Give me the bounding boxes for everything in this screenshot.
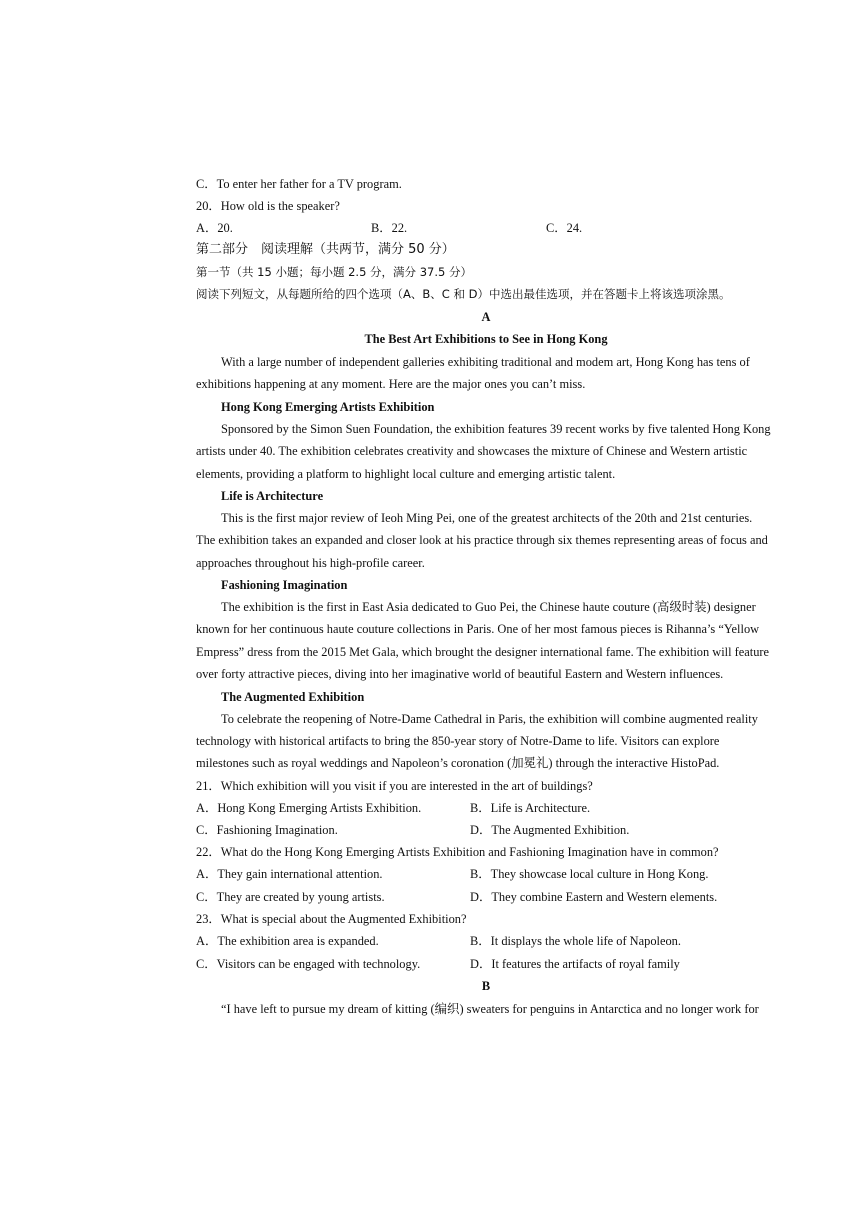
q23-option-b: B．It displays the whole life of Napoleon. <box>470 934 681 948</box>
passage-a-letter: A <box>481 310 491 324</box>
q23-option-c: C．Visitors can be engaged with technology. <box>196 957 421 971</box>
q20-options <box>0 220 868 236</box>
section-line: over forty attractive pieces, diving into her imaginative world of beautiful Eastern and Western influences. <box>196 667 724 681</box>
section-line: Sponsored by the Simon Suen Foundation, the exhibition features 39 recent works by five talented Hong Kong <box>221 422 771 436</box>
q23-option-d: D．It features the artifacts of royal family <box>470 957 680 971</box>
q20-option-a: A．20. <box>196 221 233 235</box>
part2-section1: 第一节（共 15 小题；每小题 2.5 分，满分 37.5 分） <box>196 265 472 279</box>
q20-option-c: C．24. <box>546 221 583 235</box>
passage-b-first-line: “I have left to pursue my dream of kitting (编织) sweaters for penguins in Antarctica and no longer work for <box>221 1002 759 1016</box>
q21-option-b: B．Life is Architecture. <box>470 801 591 815</box>
passage-a-intro-line: With a large number of independent galleries exhibiting traditional and modem art, Hong Kong has tens of <box>221 355 750 369</box>
q20-stem: 20．How old is the speaker? <box>196 199 340 213</box>
section-line: known for her continuous haute couture collections in Paris. One of her most famous pieces is Rihanna’s “Yellow <box>196 622 760 636</box>
section-heading-emerging-artists: Hong Kong Emerging Artists Exhibition <box>221 400 435 414</box>
section-heading-life-is-architecture: Life is Architecture <box>221 489 324 503</box>
section-line: This is the first major review of Ieoh Ming Pei, one of the greatest architects of the 20th and 21st centuries. <box>221 511 753 525</box>
q20-option-b: B．22. <box>371 221 408 235</box>
passage-a-title: The Best Art Exhibitions to See in Hong Kong <box>364 332 608 346</box>
section-line: To celebrate the reopening of Notre-Dame Cathedral in Paris, the exhibition will combine augmented reality <box>221 712 758 726</box>
section-line: The exhibition takes an expanded and closer look at his practice through six themes representing areas of focus and <box>196 533 768 547</box>
section-line: The exhibition is the first in East Asia dedicated to Guo Pei, the Chinese haute couture (高级时装) designer <box>221 600 756 614</box>
q21-option-d: D．The Augmented Exhibition. <box>470 823 630 837</box>
q23-stem: 23．What is special about the Augmented Exhibition? <box>196 912 467 926</box>
section-heading-augmented-exhibition: The Augmented Exhibition <box>221 690 365 704</box>
q22-options-row2 <box>0 889 868 905</box>
q22-option-c: C．They are created by young artists. <box>196 890 385 904</box>
passage-b-letter: B <box>481 979 491 993</box>
section-line: technology with historical artifacts to bring the 850-year story of Notre-Dame to life. Visitors can explore <box>196 734 720 748</box>
q23-options-row2 <box>0 956 868 972</box>
q22-option-b: B．They showcase local culture in Hong Kong. <box>470 867 709 881</box>
q21-stem: 21．Which exhibition will you visit if you are interested in the art of buildings? <box>196 779 593 793</box>
q21-option-a: A．Hong Kong Emerging Artists Exhibition. <box>196 801 422 815</box>
q22-option-a: A．They gain international attention. <box>196 867 383 881</box>
section-line: Empress” dress from the 2015 Met Gala, which brought the designer international fame. The exhibition will feature <box>196 645 770 659</box>
section-line: artists under 40. The exhibition celebrates creativity and showcases the mixture of Chinese and Western artistic <box>196 444 748 458</box>
section-line: milestones such as royal weddings and Napoleon’s coronation (加冕礼) through the interactive HistoPad. <box>196 756 720 770</box>
section-line: elements, providing a platform to highlight local culture and emerging artistic talent. <box>196 467 616 481</box>
q22-options-row1 <box>0 866 868 882</box>
part2-title: 第二部分 阅读理解（共两节，满分 50 分） <box>196 242 455 257</box>
q21-options-row2 <box>0 822 868 838</box>
part2-instruction: 阅读下列短文，从每题所给的四个选项（A、B、C 和 D）中选出最佳选项，并在答题卡上将该选项涂黑。 <box>196 287 731 301</box>
q22-option-d: D．They combine Eastern and Western elements. <box>470 890 718 904</box>
q21-options-row1 <box>0 800 868 816</box>
passage-a-intro-line: exhibitions happening at any moment. Here are the major ones you can’t miss. <box>196 377 586 391</box>
q22-stem: 22．What do the Hong Kong Emerging Artists Exhibition and Fashioning Imagination have in common? <box>196 845 719 859</box>
q23-options-row1 <box>0 933 868 949</box>
q23-option-a: A．The exhibition area is expanded. <box>196 934 379 948</box>
section-heading-fashioning-imagination: Fashioning Imagination <box>221 578 348 592</box>
q19-option-c: C．To enter her father for a TV program. <box>196 177 402 191</box>
q21-option-c: C．Fashioning Imagination. <box>196 823 338 837</box>
section-line: approaches throughout his high-profile career. <box>196 556 425 570</box>
